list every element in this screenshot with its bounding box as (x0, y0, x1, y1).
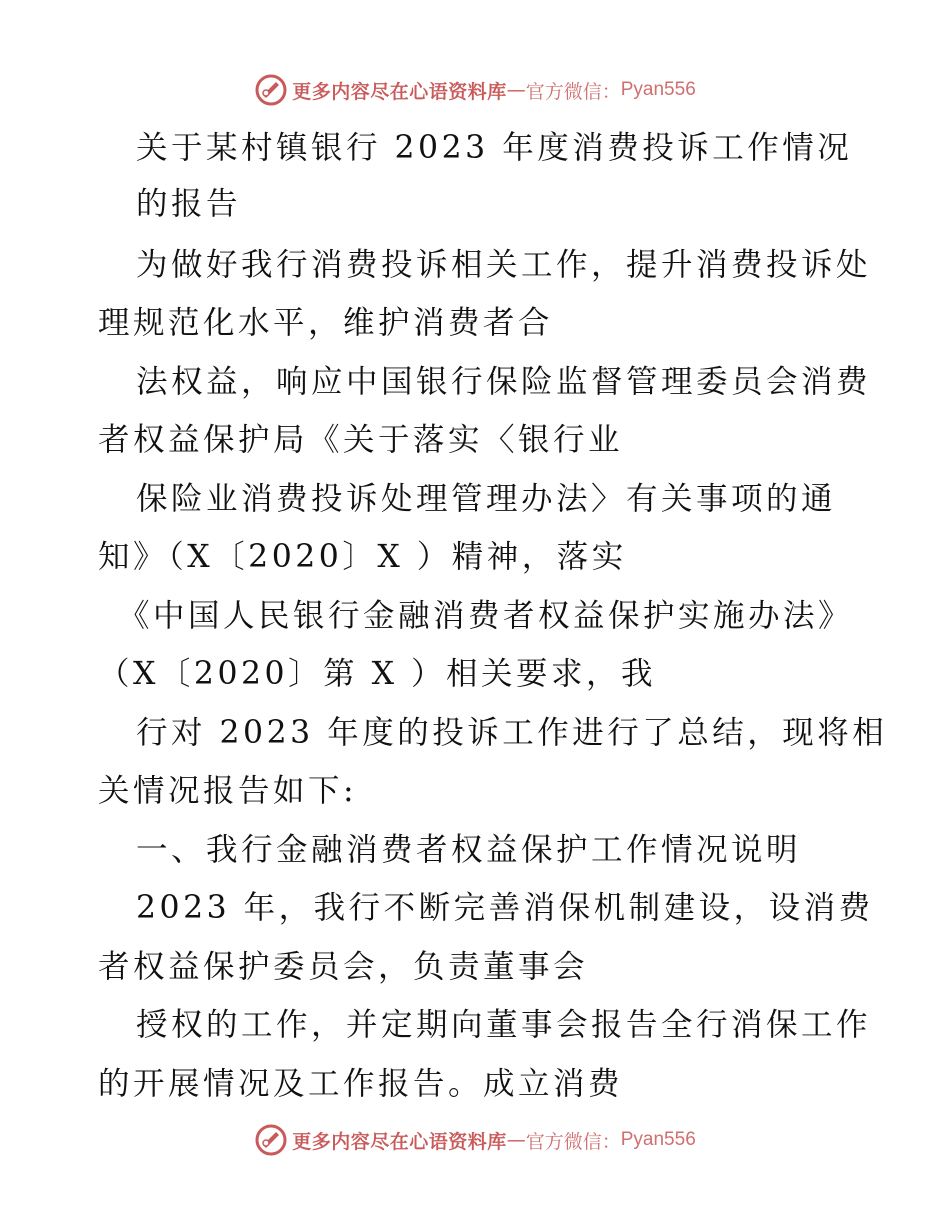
watermark-banner-bottom (0, 1122, 950, 1158)
paragraph-line: 关情况报告如下: (98, 773, 358, 809)
paragraph-line: 知》（X〔2020〕X ）精神，落实 (98, 539, 627, 575)
paragraph-line: 者权益保护局《关于落实〈银行业 (98, 422, 624, 458)
watermark-dash: — (506, 1129, 526, 1151)
watermark-wechat-id: Pyan556 (620, 1129, 696, 1150)
watermark-sub-text: 官方微信： (525, 80, 621, 103)
section-heading: 一、我行金融消费者权益保护工作情况说明 (136, 832, 802, 868)
watermark-sub-text: 官方微信： (525, 1130, 621, 1153)
paragraph-line: （X〔2020〕第 X ）相关要求，我 (98, 656, 657, 692)
paragraph-line: 的开展情况及工作报告。成立消费 (98, 1066, 624, 1102)
watermark-wechat-id: Pyan556 (620, 79, 696, 100)
logo-icon (254, 1123, 288, 1157)
watermark-dash: — (506, 79, 526, 101)
paragraph-line: 2023 年，我行不断完善消保机制建设，设消费 (136, 890, 874, 926)
paragraph-line: 《中国人民银行金融消费者权益保护实施办法》 (118, 598, 854, 634)
paragraph-line: 为做好我行消费投诉相关工作，提升消费投诉处 (136, 247, 872, 283)
paragraph-line: 授权的工作，并定期向董事会报告全行消保工作 (136, 1007, 872, 1043)
paragraph-line: 行对 2023 年度的投诉工作进行了总结，现将相 (136, 715, 888, 751)
paragraph-line: 保险业消费投诉处理管理办法〉有关事项的通 (136, 481, 837, 517)
title-line-2: 的报告 (136, 186, 242, 222)
paragraph-line: 者权益保护委员会，负责董事会 (98, 949, 589, 985)
watermark-main-text: 更多内容尽在心语资料库 (292, 80, 507, 103)
paragraph-line: 法权益，响应中国银行保险监督管理委员会消费 (136, 364, 872, 400)
title-line-1: 关于某村镇银行 2023 年度消费投诉工作情况 (136, 130, 853, 166)
watermark-main-text: 更多内容尽在心语资料库 (292, 1130, 507, 1153)
paragraph-line: 理规范化水平，维护消费者合 (98, 305, 554, 341)
